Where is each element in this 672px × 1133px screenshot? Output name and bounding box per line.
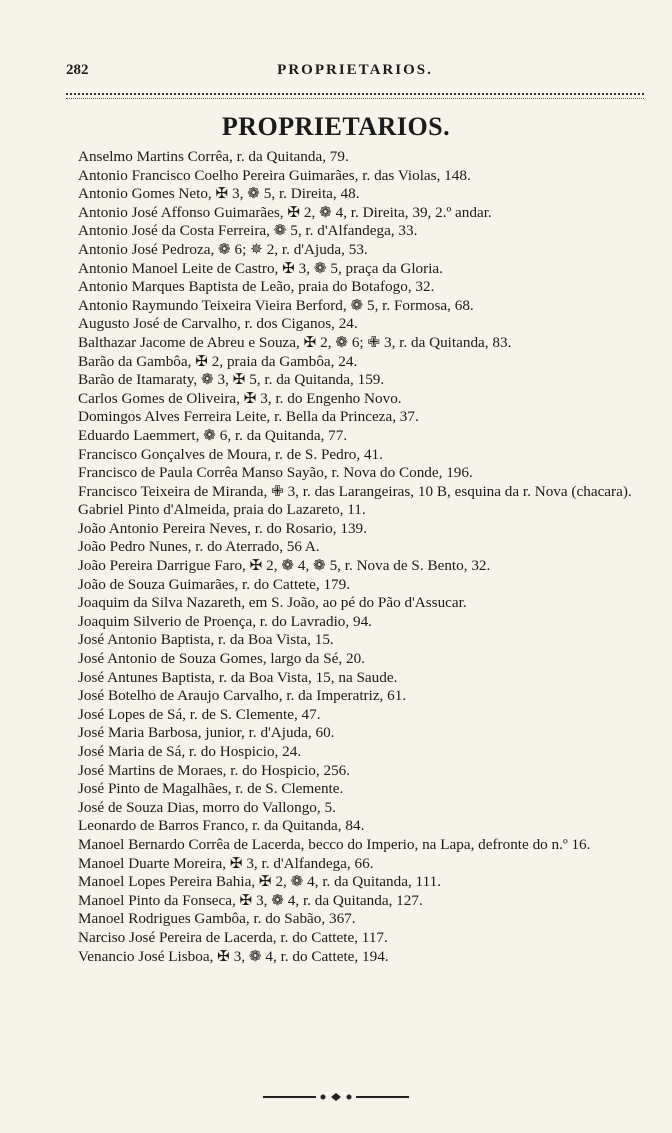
directory-entry: João de Souza Guimarães, r. do Cattete, 179. bbox=[78, 575, 351, 593]
directory-entry: Antonio Marques Baptista de Leão, praia do Botafogo, 32. bbox=[78, 278, 435, 296]
directory-entry: José Antonio Baptista, r. da Boa Vista, 15. bbox=[78, 631, 334, 649]
directory-entry: Antonio Gomes Neto, ✠ 3, ❁ 5, r. Direita, 48. bbox=[78, 185, 360, 203]
directory-entry: Antonio Raymundo Teixeira Vieira Berford, ❁ 5, r. Formosa, 68. bbox=[78, 296, 474, 314]
header-rule bbox=[66, 93, 644, 99]
directory-entry: Manoel Bernardo Corrêa de Lacerda, becco do Imperio, na Lapa, defronte do n.º 16. bbox=[78, 835, 591, 853]
proprietors-list bbox=[78, 148, 644, 966]
directory-entry: Manoel Pinto da Fonseca, ✠ 3, ❁ 4, r. da Quitanda, 127. bbox=[78, 891, 423, 909]
running-title: PROPRIETARIOS. bbox=[277, 62, 433, 78]
page-number: 282 bbox=[66, 62, 89, 78]
directory-entry: José Maria de Sá, r. do Hospicio, 24. bbox=[78, 743, 302, 760]
directory-entry: Venancio José Lisboa, ✠ 3, ❁ 4, r. do Cattete, 194. bbox=[78, 947, 389, 965]
directory-entry: José de Souza Dias, morro do Vallongo, 5. bbox=[78, 798, 336, 816]
running-head bbox=[66, 62, 644, 84]
directory-entry: Manoel Lopes Pereira Bahia, ✠ 2, ❁ 4, r. da Quitanda, 111. bbox=[78, 873, 442, 891]
directory-entry: Anselmo Martins Corrêa, r. da Quitanda, 79. bbox=[78, 148, 349, 165]
directory-entry: José Maria Barbosa, junior, r. d'Ajuda, 60. bbox=[78, 724, 335, 742]
directory-entry: João Pedro Nunes, r. do Aterrado, 56 A. bbox=[78, 538, 320, 556]
directory-entry: Augusto José de Carvalho, r. dos Ciganos, 24. bbox=[78, 315, 358, 333]
directory-entry: Antonio José da Costa Ferreira, ❁ 5, r. d'Alfandega, 33. bbox=[78, 222, 418, 240]
directory-entry: Narciso José Pereira de Lacerda, r. do Cattete, 117. bbox=[78, 928, 388, 946]
directory-entry: Barão de Itamaraty, ❁ 3, ✠ 5, r. da Quitanda, 159. bbox=[78, 371, 385, 389]
directory-entry: Manoel Duarte Moreira, ✠ 3, r. d'Alfandega, 66. bbox=[78, 854, 374, 872]
directory-entry: José Martins de Moraes, r. do Hospicio, 256. bbox=[78, 761, 351, 779]
section-title: PROPRIETARIOS. bbox=[221, 112, 451, 141]
directory-entry: Eduardo Laemmert, ❁ 6, r. da Quitanda, 77. bbox=[78, 426, 348, 444]
directory-entry: José Pinto de Magalhães, r. de S. Clemente. bbox=[78, 780, 344, 798]
directory-entry: Francisco Gonçalves de Moura, r. de S. Pedro, 41. bbox=[78, 445, 383, 463]
directory-entry: Barão da Gambôa, ✠ 2, praia da Gambôa, 24. bbox=[78, 352, 358, 370]
directory-entry: Manoel Rodrigues Gambôa, r. do Sabão, 367. bbox=[78, 910, 356, 928]
directory-entry: Carlos Gomes de Oliveira, ✠ 3, r. do Engenho Novo. bbox=[78, 389, 402, 407]
directory-entry: Antonio José Affonso Guimarães, ✠ 2, ❁ 4, r. Direita, 39, 2.º andar. bbox=[78, 203, 492, 221]
directory-entry: Antonio José Pedroza, ❁ 6; ✵ 2, r. d'Ajuda, 53. bbox=[78, 240, 368, 258]
directory-entry: João Antonio Pereira Neves, r. do Rosario, 139. bbox=[78, 519, 367, 537]
directory-entry: Antonio Manoel Leite de Castro, ✠ 3, ❁ 5, praça da Gloria. bbox=[78, 259, 443, 277]
directory-entry: Antonio Francisco Coelho Pereira Guimarães, r. das Violas, 148. bbox=[78, 166, 471, 184]
directory-entry: Francisco de Paula Corrêa Manso Sayão, r. Nova do Conde, 196. bbox=[78, 464, 473, 482]
directory-entry: João Pereira Darrigue Faro, ✠ 2, ❁ 4, ❁ 5, r. Nova de S. Bento, 32. bbox=[78, 557, 491, 575]
directory-entry: Joaquim Silverio de Proença, r. do Lavradio, 94. bbox=[78, 612, 372, 630]
ornament-divider bbox=[0, 1089, 672, 1107]
directory-entry: Leonardo de Barros Franco, r. da Quitanda, 84. bbox=[78, 817, 365, 835]
directory-entry: Balthazar Jacome de Abreu e Souza, ✠ 2, ❁ 6; ✙ 3, r. da Quitanda, 83. bbox=[78, 333, 512, 351]
directory-entry: Francisco Teixeira de Miranda, ✙ 3, r. das Larangeiras, 10 B, esquina da r. Nova (chacara). bbox=[78, 482, 632, 500]
directory-entry: José Antonio de Souza Gomes, largo da Sé, 20. bbox=[78, 650, 365, 668]
directory-entry: José Lopes de Sá, r. de S. Clemente, 47. bbox=[78, 705, 321, 723]
directory-entry: José Antunes Baptista, r. da Boa Vista, 15, na Saude. bbox=[78, 668, 398, 686]
directory-entry: Domingos Alves Ferreira Leite, r. Bella da Princeza, 37. bbox=[78, 408, 419, 426]
directory-entry: Gabriel Pinto d'Almeida, praia do Lazareto, 11. bbox=[78, 501, 366, 519]
directory-entry: Joaquim da Silva Nazareth, em S. João, ao pé do Pão d'Assucar. bbox=[78, 594, 467, 612]
directory-entry: José Botelho de Araujo Carvalho, r. da Imperatriz, 61. bbox=[78, 687, 407, 705]
